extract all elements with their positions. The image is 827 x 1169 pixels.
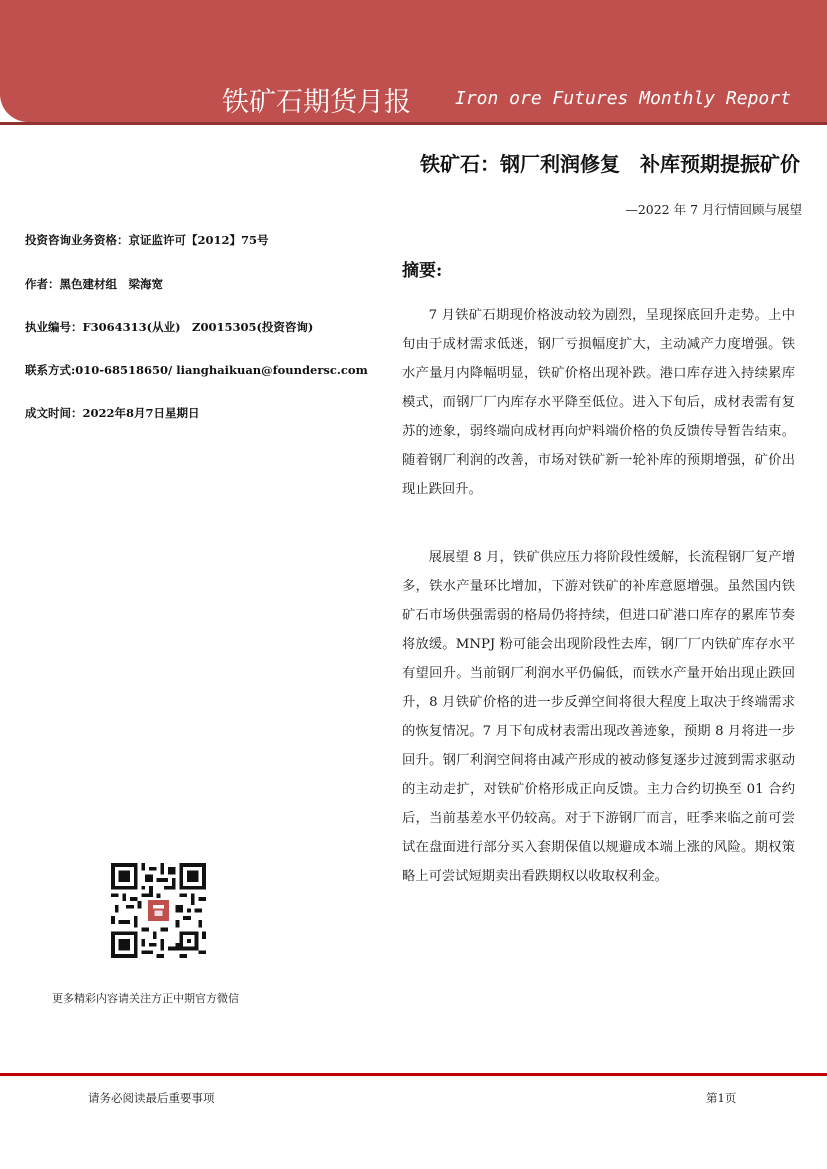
report-series-title: 铁矿石期货月报 xyxy=(222,87,411,118)
meta-date: 成文时间：2022年8月7日星期日 xyxy=(25,406,200,420)
meta-author: 作者：黑色建材组 梁海宽 xyxy=(25,277,163,291)
report-title: 铁矿石：钢厂利润修复 补库预期提振矿价 xyxy=(420,152,800,176)
meta-license: 执业编号：F3064313(从业) Z0015305(投资咨询) xyxy=(25,320,314,334)
meta-qualification: 投资咨询业务资格：京证监许可【2012】75号 xyxy=(25,233,269,247)
qr-caption: 更多精彩内容请关注方正中期官方微信 xyxy=(52,992,239,1005)
footer-notice: 请务必阅读最后重要事项 xyxy=(88,1091,215,1105)
summary-heading: 摘要: xyxy=(402,261,443,281)
summary-paragraph-2: 展展望 8 月，铁矿供应压力将阶段性缓解，长流程钢厂复产增多，铁水产量环比增加，下游对铁矿的补库意愿增强。虽然国内铁矿石市场供强需弱的格局仍将持续，但进口矿港口库存的累库节奏将放缓。MNPJ 粉可能会出现阶段性去库，钢厂厂内铁矿库存水平有望回升。当前钢厂利润水平仍偏低，而铁水产量开始出现止跌回升，8 月铁矿价格的进一步反弹空间将很大程度上取决于终端需求的恢复情况。7 月下旬成材表需出现改善迹象，预期 8 月将进一步回升。钢厂利润空间将由减产形成的被动修复逐步过渡到需求驱动的主动走扩，对铁矿价格形成正向反馈。主力合约切换至 01 合约后，当前基差水平仍较高。对于下游钢厂而言，旺季来临之前可尝试在盘面进行部分买入套期保值以规避成本端上涨的风险。期权策略上可尝试短期卖出看跌期权以收取权利金。 xyxy=(402,550,795,884)
wechat-qr-code xyxy=(111,863,206,958)
footer-divider xyxy=(0,1073,827,1076)
summary-paragraph-1: 7 月铁矿石期现价格波动较为剧烈，呈现探底回升走势。上中旬由于成材需求低迷，钢厂亏损幅度扩大，主动减产力度增强。铁水产量月内降幅明显，铁矿价格出现补跌。港口库存进入持续累库模式，而钢厂厂内库存水平降至低位。进入下旬后，成材表需有复苏的迹象，弱终端向成材再向炉料端价格的负反馈传导暂告结束。随着钢厂利润的改善，市场对铁矿新一轮补库的预期增强，矿价出现止跌回升。 xyxy=(402,308,795,497)
report-subtitle: —2022 年 7 月行情回顾与展望 xyxy=(625,202,802,217)
report-series-title-en: Iron ore Futures Monthly Report xyxy=(455,88,791,109)
page-number: 第1页 xyxy=(706,1091,737,1105)
header-banner-shadow xyxy=(0,122,827,125)
meta-contact: 联系方式:010-68518650/ lianghaikuan@foundersc.com xyxy=(25,363,368,377)
